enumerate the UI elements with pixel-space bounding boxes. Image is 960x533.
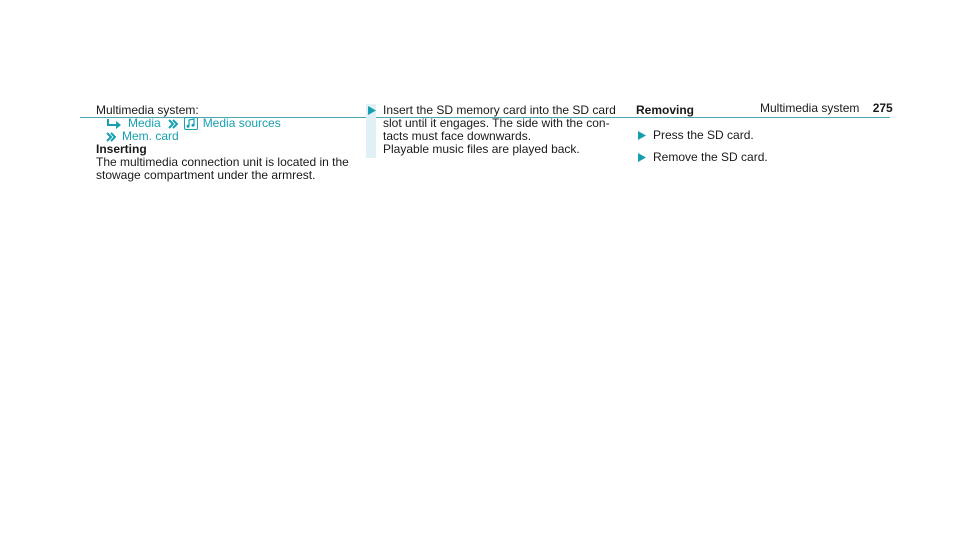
step-text-line-2: slot until it engages. The side with the con- — [383, 116, 610, 130]
insert-step — [366, 104, 621, 156]
triangle-bullet-icon — [638, 131, 646, 140]
step-text-line-3: tacts must face downwards. — [383, 129, 532, 143]
section-heading-inserting: Inserting — [96, 142, 147, 156]
remove-step-1 — [636, 129, 886, 142]
page-number: 275 — [872, 101, 893, 115]
return-arrow-icon — [106, 119, 122, 129]
chevron-right-icon — [106, 132, 116, 142]
step-text-line-1: Insert the SD memory card into the SD card — [383, 103, 616, 117]
triangle-bullet-icon — [368, 106, 376, 115]
step-result: Playable music files are played back. — [383, 142, 580, 156]
chevron-right-icon — [168, 119, 178, 129]
nav-item-media: Media — [128, 116, 161, 130]
intro-text: Multimedia system: — [96, 103, 199, 117]
page-header-title: Multimedia system — [760, 101, 860, 115]
remove-step-2-text: Remove the SD card. — [653, 150, 768, 164]
column-1 — [96, 104, 361, 182]
column-2 — [366, 104, 621, 156]
section-heading-removing: Removing — [636, 103, 695, 117]
remove-step-1-text: Press the SD card. — [653, 128, 754, 142]
column-3 — [636, 104, 886, 173]
body-text-line-2: stowage compartment under the armrest. — [96, 168, 316, 182]
nav-item-mem-card: Mem. card — [122, 129, 179, 143]
body-text-line-1: The multimedia connection unit is located in the — [96, 155, 349, 169]
nav-item-media-sources: Media sources — [202, 116, 281, 130]
remove-step-2 — [636, 151, 886, 164]
triangle-bullet-icon — [638, 153, 646, 162]
media-sources-icon — [184, 117, 198, 130]
